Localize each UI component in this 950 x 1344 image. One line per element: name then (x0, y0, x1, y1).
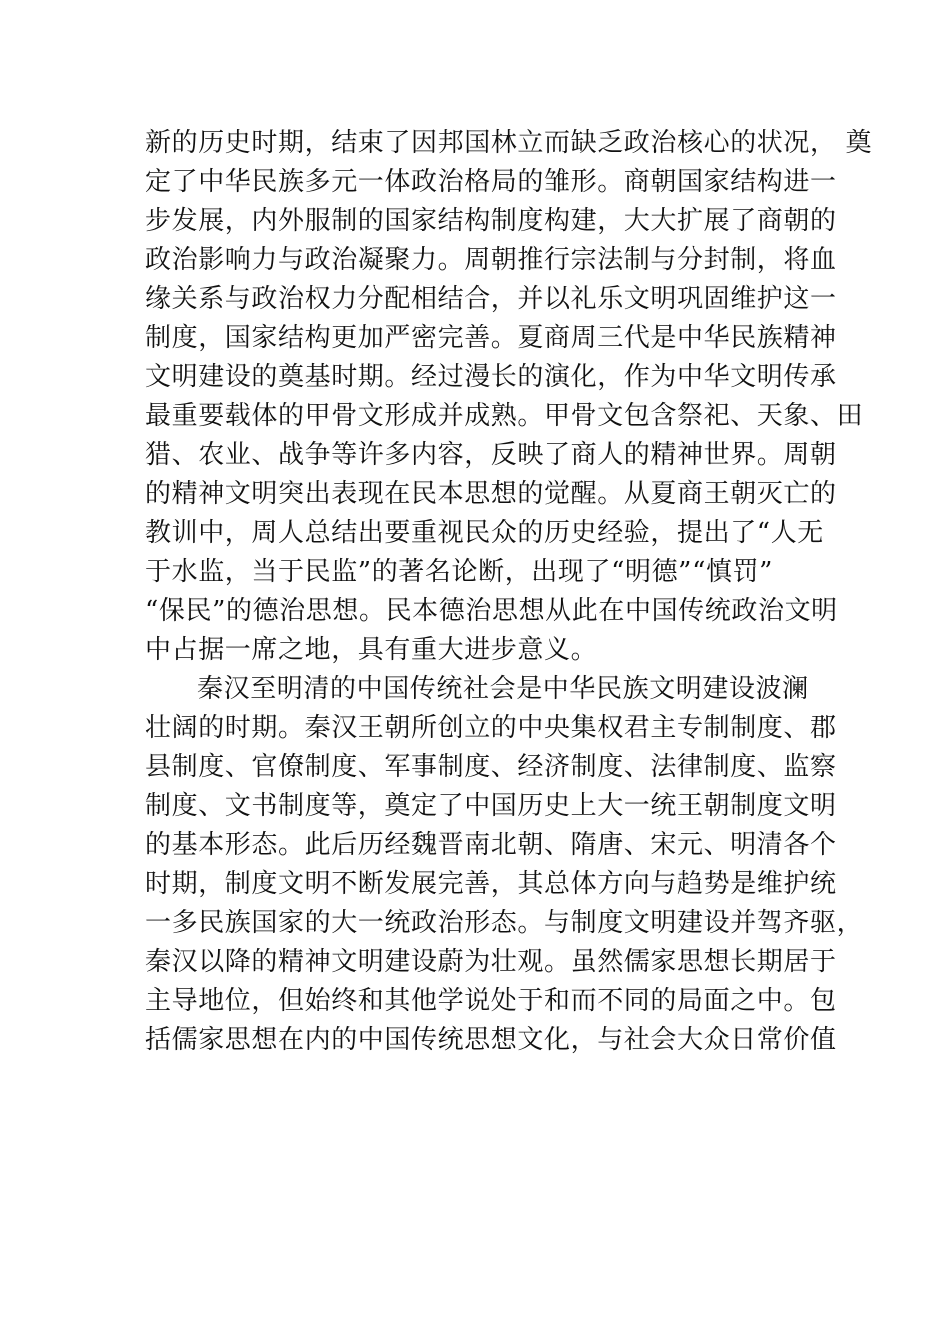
text-line: 猎、农业、战争等许多内容，反映了商人的精神世界。周朝 (145, 440, 837, 470)
text-line: 制度、文书制度等，奠定了中国历史上大一统王朝制度文明 (145, 791, 837, 821)
text-line-indented: 秦汉至明清的中国传统社会是中华民族文明建设波澜 (197, 674, 809, 704)
text-line: 秦汉以降的精神文明建设蔚为壮观。虽然儒家思想长期居于 (145, 947, 837, 977)
text-line: 于水监，当于民监”的著名论断，出现了“明德”“慎罚” (145, 557, 774, 587)
paragraph-1 (145, 124, 873, 670)
text-line: 时期，制度文明不断发展完善，其总体方向与趋势是维护统 (145, 869, 837, 899)
text-line: 壮阔的时期。秦汉王朝所创立的中央集权君主专制制度、郡 (145, 713, 837, 743)
text-line: 县制度、官僚制度、军事制度、经济制度、法律制度、监察 (145, 752, 837, 782)
text-line: 制度，国家结构更加严密完善。夏商周三代是中华民族精神 (145, 323, 837, 353)
text-line: 一多民族国家的大一统政治形态。与制度文明建设并驾齐驱， (145, 908, 864, 938)
text-line: 政治影响力与政治凝聚力。周朝推行宗法制与分封制，将血 (145, 245, 837, 275)
text-line: 主导地位，但始终和其他学说处于和而不同的局面之中。包 (145, 986, 837, 1016)
text-line: 的精神文明突出表现在民本思想的觉醒。从夏商王朝灭亡的 (145, 479, 837, 509)
text-line: “保民”的德治思想。民本德治思想从此在中国传统政治文明 (145, 596, 838, 626)
text-line: 教训中，周人总结出要重视民众的历史经验，提出了“人无 (145, 518, 824, 548)
text-line: 括儒家思想在内的中国传统思想文化，与社会大众日常价值 (145, 1025, 837, 1055)
text-line: 步发展，内外服制的国家结构制度构建，大大扩展了商朝的 (145, 206, 837, 236)
text-line: 最重要载体的甲骨文形成并成熟。甲骨文包含祭祀、天象、田 (145, 401, 864, 431)
text-line: 中占据一席之地，具有重大进步意义。 (145, 635, 598, 665)
text-line: 定了中华民族多元一体政治格局的雏形。商朝国家结构进一 (145, 167, 837, 197)
text-line: 缘关系与政治权力分配相结合，并以礼乐文明巩固维护这一 (145, 284, 837, 314)
paragraph-2 (145, 670, 864, 1060)
text-line: 文明建设的奠基时期。经过漫长的演化，作为中华文明传承 (145, 362, 837, 392)
text-line: 的基本形态。此后历经魏晋南北朝、隋唐、宋元、明清各个 (145, 830, 837, 860)
text-line: 新的历史时期，结束了因邦国林立而缺乏政治核心的状况， 奠 (145, 128, 873, 158)
body-text (145, 124, 873, 1060)
